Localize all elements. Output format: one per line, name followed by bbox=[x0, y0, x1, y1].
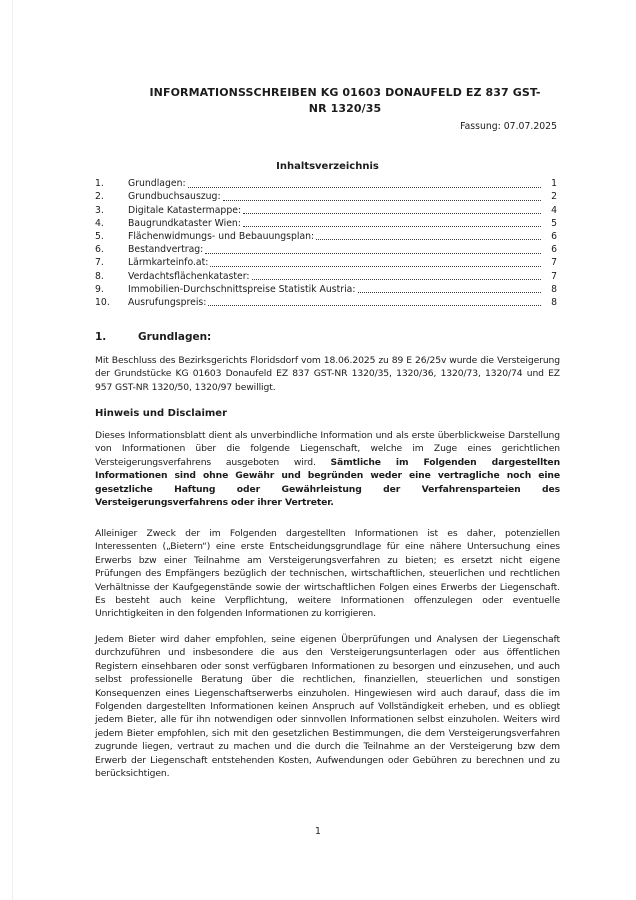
toc-item-label: Bestandvertrag: bbox=[128, 244, 204, 256]
toc-item-number: 10. bbox=[95, 296, 110, 308]
toc-item-grundbuchsauszug bbox=[95, 190, 557, 203]
toc-item-label: Lärmkarteinfo.at: bbox=[128, 257, 209, 269]
toc-item-label: Immobilien-Durchschnittspreise Statistik Austria: bbox=[128, 283, 356, 295]
dot-leader bbox=[358, 292, 542, 293]
dot-leader bbox=[205, 253, 541, 254]
disclaimer-paragraph-1-normal: Dieses Informationsblatt dient als unverbindliche Information und als erste überblickweise Darstellung von Informationen über die folgende Liegenschaft, welche im Zuge eines gerichtlichen Versteigerungsverfahrens ausgeboten wird. bbox=[95, 430, 560, 468]
disclaimer-paragraph-1 bbox=[95, 429, 560, 509]
toc-item-label: Digitale Katastermappe: bbox=[128, 204, 242, 216]
toc-item-bestandvertrag bbox=[95, 243, 557, 256]
toc-item-page: 8 bbox=[551, 296, 557, 308]
toc-item-page: 6 bbox=[551, 244, 557, 256]
toc-item-ausrufungspreis bbox=[95, 296, 557, 309]
toc-item-label: Flächenwidmungs- und Bebauungsplan: bbox=[128, 230, 315, 242]
document-title bbox=[130, 85, 560, 116]
toc-heading: Inhaltsverzeichnis bbox=[276, 161, 379, 172]
toc-item-number: 4. bbox=[95, 217, 104, 229]
dot-leader bbox=[208, 305, 541, 306]
section1-title: Grundlagen: bbox=[138, 331, 212, 343]
toc-item-laermkarteinfo bbox=[95, 256, 557, 269]
toc-item-page: 7 bbox=[551, 257, 557, 269]
toc-item-grundlagen bbox=[95, 177, 557, 190]
dot-leader bbox=[223, 200, 541, 201]
dot-leader bbox=[188, 187, 541, 188]
toc-item-flaechenwidmung bbox=[95, 230, 557, 243]
disclaimer-paragraph-3: Jedem Bieter wird daher empfohlen, seine eigenen Überprüfungen und Analysen der Liegenschaft durchzuführen und insbesondere die aus den Versteigerungsunterlagen oder aus öffentlichen Registern einsehbaren oder sonst verfügbaren Informationen zu besorgen und einzusehen, und auch selbst professionelle Beratung über die rechtlichen, finanziellen, steuerlichen und sonstigen Konsequenzen eines Liegenschaftserwerbs einzuholen. Hingewiesen wird auch darauf, dass die im Folgenden dargestellten Informationen keinen Anspruch auf Vollständigkeit erheben, und es obliegt jedem Bieter, alle für ihn notwendigen oder sinnvollen Informationen selbst einzuholen. Weiters wird jedem Bieter empfohlen, sich mit den gesetzlichen Bestimmungen, die dem Versteigerungsverfahren zugrunde liegen, vertraut zu machen und die durch die Teilnahme an der Versteigerung bzw dem Erwerb der Liegenschaft entstehenden Kosten, Aufwendungen oder Gebühren zu berechnen und zu berücksichtigen. bbox=[95, 634, 560, 780]
dot-leader bbox=[243, 226, 541, 227]
toc-item-page: 2 bbox=[551, 191, 557, 203]
toc-item-page: 1 bbox=[551, 178, 557, 190]
toc-item-page: 8 bbox=[551, 283, 557, 295]
disclaimer-paragraph-1-bold: Sämtliche im Folgenden dargestellten Informationen sind ohne Gewähr und begründen weder eine vertragliche noch eine gesetzliche Haftung oder Gewährleistung der Verfahrensparteien des Versteigerungsverfahrens oder ihrer Vertreter. bbox=[95, 456, 561, 509]
disclaimer-paragraph-2: Alleiniger Zweck der im Folgenden dargestellten Informationen ist es daher, potenziellen Interessenten („Bietern“) eine erste Entscheidungsgrundlage für eine nähere Untersuchung eines Erwerbs bzw einer Teilnahme am Versteigerungsverfahren zu bieten; es ersetzt nicht eigene Prüfungen des Empfängers bezüglich der technischen, wirtschaftlichen, steuerlichen und rechtlichen Verhältnisse der Kaufgegenstände sowie der wirtschaftlichen Folgen eines Erwerbs der Liegenschaft. Es besteht auch keine Verpflichtung, weitere Informationen offenzulegen oder eventuelle Unrichtigkeiten in den folgenden Informationen zu korrigieren. bbox=[95, 528, 560, 620]
toc-item-durchschnittspreise bbox=[95, 283, 557, 296]
toc-item-number: 3. bbox=[95, 204, 104, 216]
toc-item-page: 7 bbox=[551, 270, 557, 282]
toc-item-page: 5 bbox=[551, 217, 557, 229]
toc-item-label: Ausrufungspreis: bbox=[128, 296, 207, 308]
section1-number: 1. bbox=[95, 331, 107, 343]
toc-item-label: Grundlagen: bbox=[128, 178, 186, 190]
dot-leader bbox=[243, 213, 541, 214]
toc-item-baugrundkataster bbox=[95, 217, 557, 230]
document-title-line1: INFORMATIONSSCHREIBEN KG 01603 DONAUFELD EZ 837 GST- bbox=[149, 86, 541, 99]
toc-item-label: Verdachtsflächenkataster: bbox=[128, 270, 250, 282]
toc-item-number: 6. bbox=[95, 244, 104, 256]
dot-leader bbox=[316, 239, 541, 240]
toc-item-verdachtsflaechenkataster bbox=[95, 269, 557, 282]
page-number: 1 bbox=[315, 826, 321, 837]
dot-leader bbox=[252, 279, 541, 280]
toc-item-number: 7. bbox=[95, 257, 104, 269]
section1-heading bbox=[95, 331, 560, 343]
dot-leader bbox=[210, 266, 541, 267]
document-title-line2: NR 1320/35 bbox=[308, 101, 382, 115]
toc-item-label: Baugrundkataster Wien: bbox=[128, 217, 241, 229]
toc-item-number: 2. bbox=[95, 191, 104, 203]
toc-item-number: 8. bbox=[95, 270, 104, 282]
disclaimer-heading: Hinweis und Disclaimer bbox=[95, 408, 228, 419]
page-edge-line bbox=[12, 0, 13, 900]
toc-item-number: 5. bbox=[95, 230, 104, 242]
toc-item-page: 4 bbox=[551, 204, 557, 216]
section1-paragraph: Mit Beschluss des Bezirksgerichts Floridsdorf vom 18.06.2025 zu 89 E 26/25v wurde die Versteigerung der Grundstücke KG 01603 Donaufeld EZ 837 GST-NR 1320/35, 1320/36, 1320/73, 1320/74 und EZ 957 GST-NR 1320/50, 1320/97 bewilligt. bbox=[95, 355, 560, 393]
version-date: Fassung: 07.07.2025 bbox=[460, 121, 557, 132]
toc-item-page: 6 bbox=[551, 230, 557, 242]
toc-item-label: Grundbuchsauszug: bbox=[128, 191, 221, 203]
toc-item-number: 9. bbox=[95, 283, 104, 295]
toc-item-katastermappe bbox=[95, 203, 557, 216]
table-of-contents bbox=[95, 177, 557, 309]
toc-item-number: 1. bbox=[95, 178, 104, 190]
